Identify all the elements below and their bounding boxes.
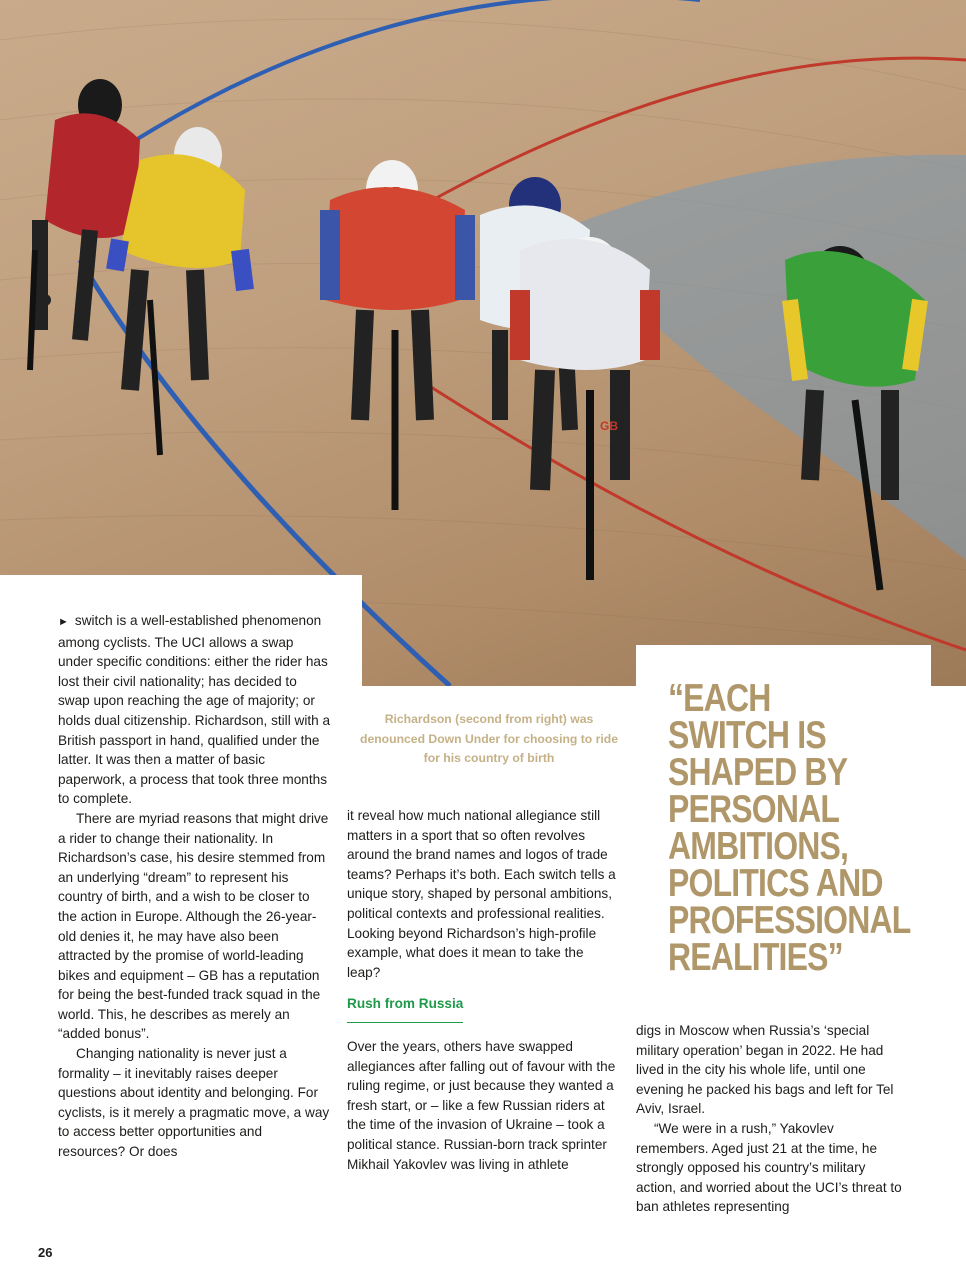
paragraph: it reveal how much national allegiance still matters in a sport that so often revolves around the brand names and logos of trade teams? Perhaps it’s both. Each switch tells a unique story, shaped by personal ambitions, political contexts and professional realities. Looking beyond Richardson’s high-profile example, what does it mean to take the leap? xyxy=(347,808,616,980)
pull-quote-line: SHAPED BY xyxy=(668,751,848,794)
paragraph: ► switch is a well-established phenomenon among cyclists. The UCI allows a swap under specific conditions: either the rider has lost their civil nationality; has decided to swap upon reaching the age of majority; or holds dual citizenship. Richardson, still with a British passport in hand, qualified under the latter. It was then a matter of basic paperwork, a process that took three months to complete. xyxy=(58,613,331,807)
paragraph: There are myriad reasons that might drive a rider to change their nationality. In Richardson’s case, his desire stemmed from an underlying “dream” to represent his country of birth, and a wish to be closer to the action in Europe. Although the 26-year-old denies it, he may have also been attracted by the promise of world-leading bikes and equipment – GB has a reputation for being the best-funded track squad in the world. This, he describes as merely an “added bonus”. xyxy=(58,810,329,1042)
article-column-2 xyxy=(347,806,619,1174)
article-column-1 xyxy=(58,611,330,1162)
section-subhead: Rush from Russia xyxy=(347,994,463,1023)
paragraph: “We were in a rush,” Yakovlev remembers. Aged just 21 at the time, he strongly opposed his country’s military action, and worried about the UCI’s threat to ban athletes representing xyxy=(636,1120,902,1215)
continue-arrow-icon: ► xyxy=(58,616,69,628)
pull-quote-line: AMBITIONS, xyxy=(668,825,849,868)
pull-quote-line: REALITIES” xyxy=(668,936,843,979)
paragraph: digs in Moscow when Russia’s ‘special military operation’ began in 2022. He had lived in the city his whole life, until one evening he packed his bags and left for Tel Aviv, Israel. xyxy=(636,1023,894,1117)
paragraph: Over the years, others have swapped allegiances after falling out of favour with the ruling regime, or just because they wanted a fresh start, or – like a few Russian riders at the time of the invasion of Ukraine – took a political stance. Russian-born track sprinter Mikhail Yakovlev was living in athlete xyxy=(347,1038,616,1172)
pull-quote xyxy=(668,677,911,979)
pull-quote-line: “EACH xyxy=(668,677,771,720)
pull-quote-line: PERSONAL xyxy=(668,788,840,831)
pull-quote-line: SWITCH IS xyxy=(668,714,826,757)
page-number: 26 xyxy=(38,1245,53,1260)
jersey-text: GB xyxy=(600,419,618,433)
paragraph: Changing nationality is never just a formality – it inevitably raises deeper questions about identity and belonging. For cyclists, is it merely a pragmatic move, a way to access better opportunities and resources? Or does xyxy=(58,1046,330,1160)
pull-quote-line: PROFESSIONAL xyxy=(668,899,911,942)
article-column-3 xyxy=(636,1021,908,1217)
photo-caption: Richardson (second from right) was denounced Down Under for choosing to ride for his country of birth xyxy=(360,712,618,765)
pull-quote-line: POLITICS AND xyxy=(668,862,883,905)
rider-3 xyxy=(325,160,465,510)
